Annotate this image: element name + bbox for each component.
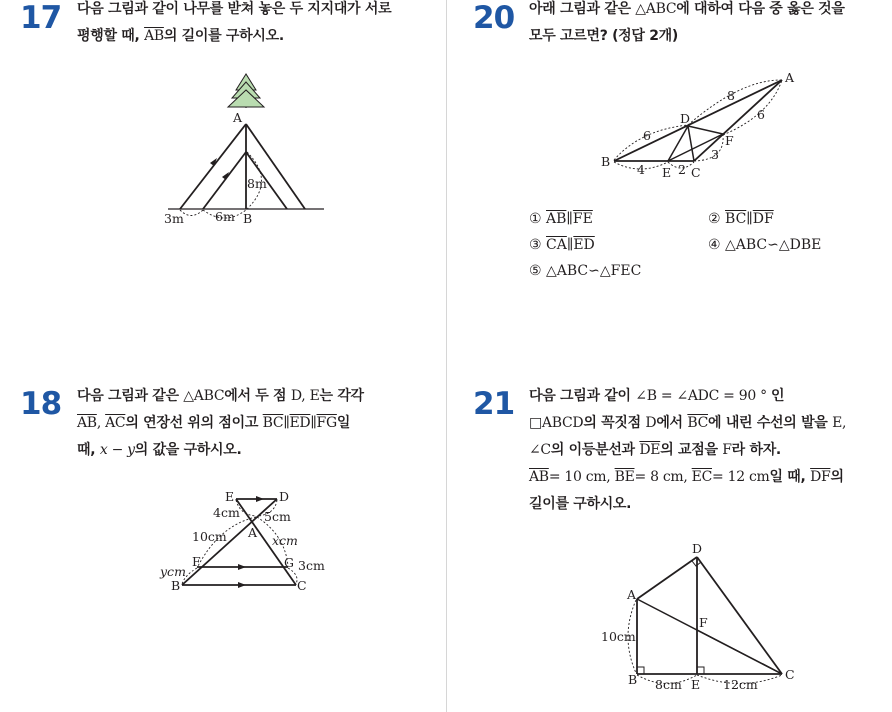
q18-triangle-abc: △ABC: [183, 388, 225, 404]
q20-label-c: C: [691, 165, 701, 180]
q21-label-c: C: [785, 667, 795, 682]
q21-label-b: B: [628, 672, 638, 687]
q18-label-c: C: [297, 578, 307, 593]
q18-label-d: D: [279, 489, 290, 504]
q18-seg: $\overline{FG}$: [316, 415, 337, 431]
choice-segment: $\overline{AB}$: [546, 211, 567, 227]
q18-seg: $\overline{AB}$: [77, 415, 97, 431]
parallel-symbol: ∥: [746, 211, 753, 227]
q21-point: E: [832, 415, 843, 431]
q21-text: ,: [842, 415, 847, 431]
q21-text: 의 꼭짓점: [583, 415, 646, 431]
parallel-symbol: ∥: [566, 237, 574, 253]
q21-text: 의: [830, 469, 844, 485]
q21-point: D: [645, 415, 657, 431]
q21-seg: $\overline{AB}$: [529, 469, 549, 485]
q20-label-4: 4: [637, 162, 645, 177]
parallel-symbol: ∥: [310, 415, 317, 431]
q21-label-e: E: [691, 677, 701, 692]
q21-line-5: 길이를 구하시오.: [529, 496, 632, 512]
q21-text: 라 하자.: [731, 442, 781, 458]
q18-label-b: B: [171, 578, 181, 593]
q21-label-12cm: 12cm: [723, 677, 758, 692]
q17-text: 평행할 때,: [77, 28, 145, 44]
q18-text: 의 연장선 위의 점이고: [125, 415, 263, 431]
q18-label-a: A: [248, 525, 258, 540]
q21-text: 의 이등분선과: [550, 442, 640, 458]
q20-label-f: F: [725, 133, 734, 148]
q18-text: 에서 두 점: [224, 388, 291, 404]
q21-value: = 10 cm,: [548, 469, 615, 485]
q17-label-3m: 3m: [164, 211, 184, 226]
q21-label-a: A: [627, 587, 637, 602]
q18-label-xcm: xcm: [272, 533, 298, 548]
q21-text: 다음 그림과 같이: [529, 388, 636, 404]
q17-line-1: 다음 그림과 같이 나무를 받쳐 놓은 두 지지대가 서로: [77, 1, 392, 17]
q21-label-8cm: 8cm: [655, 677, 682, 692]
q18-text: 의 값을 구하시오.: [134, 442, 242, 458]
q20-label-6-left: 6: [643, 128, 651, 143]
q18-label-3cm: 3cm: [298, 558, 325, 573]
q21-text: 에 내린 수선의 발을: [708, 415, 833, 431]
parallel-symbol: ∥: [283, 415, 290, 431]
q18-text: ,: [96, 415, 106, 431]
parallel-symbol: ∥: [566, 211, 573, 227]
choice-segment: $\overline{CA}$: [546, 237, 567, 253]
q18-expression: x − y: [99, 442, 135, 458]
choice-segment: $\overline{FE}$: [572, 211, 593, 227]
q21-text: 일 때,: [769, 469, 811, 485]
q20-label-b: B: [601, 154, 611, 169]
q18-seg: $\overline{BC}$: [262, 415, 284, 431]
q21-seg: $\overline{BE}$: [614, 469, 635, 485]
q21-label-10cm: 10cm: [601, 629, 636, 644]
q20-label-d: D: [680, 111, 691, 126]
q18-seg: $\overline{AC}$: [105, 415, 126, 431]
q21-label-d: D: [692, 541, 703, 556]
q20-label-3: 3: [711, 147, 719, 162]
q20-label-a: A: [785, 70, 795, 85]
choice-segment: $\overline{ED}$: [573, 237, 595, 253]
q21-seg: $\overline{DE}$: [639, 442, 661, 458]
q21-seg: $\overline{DF}$: [810, 469, 831, 485]
question-number-21: 21: [473, 386, 515, 422]
q18-points: D, E: [290, 388, 320, 404]
q18-text: 때,: [77, 442, 100, 458]
choice-number: ②: [708, 211, 721, 227]
q20-triangle-abc: △ABC: [635, 1, 677, 17]
q21-seg: $\overline{BC}$: [687, 415, 709, 431]
q18-label-g: G: [284, 555, 294, 570]
q18-label-ycm: ycm: [160, 564, 186, 579]
q20-choice-5[interactable]: ⑤ △ABC∽△FEC: [529, 263, 642, 279]
q21-angle: ∠C: [529, 442, 551, 458]
q18-text: 일: [336, 415, 351, 431]
q21-value: = 12 cm: [712, 469, 770, 485]
q18-label-10cm: 10cm: [192, 529, 227, 544]
q17-label-6m: 6m: [215, 209, 235, 224]
q20-label-2: 2: [678, 162, 686, 177]
q21-text: 에서: [656, 415, 688, 431]
q18-text: 다음 그림과 같은: [77, 388, 184, 404]
q21-label-f: F: [699, 615, 708, 630]
q21-value: = 8 cm,: [634, 469, 692, 485]
q20-text: 아래 그림과 같은: [529, 1, 636, 17]
q20-label-6-right: 6: [757, 107, 765, 122]
choice-number: ①: [529, 211, 542, 227]
question-number-18: 18: [20, 386, 62, 422]
q21-condition: ∠B = ∠ADC = 90 °: [635, 388, 771, 404]
q18-label-f: F: [192, 554, 201, 569]
q20-text: 에 대하여 다음 중 옳은 것을: [676, 1, 845, 17]
q18-label-5cm: 5cm: [264, 509, 291, 524]
q21-text: 의 교점을: [660, 442, 723, 458]
choice-segment: $\overline{DF}$: [752, 211, 774, 227]
q21-seg: $\overline{EC}$: [691, 469, 712, 485]
q21-point: F: [722, 442, 732, 458]
q17-text: 의 길이를 구하시오.: [163, 28, 284, 44]
q17-label-a: A: [233, 110, 243, 125]
question-number-20: 20: [473, 0, 515, 36]
q21-quad: □ABCD: [529, 415, 584, 431]
q20-label-e: E: [662, 165, 672, 180]
q21-text: 인: [770, 388, 785, 404]
q20-line-2: 모두 고르면? (정답 2개): [529, 28, 678, 44]
q17-label-b: B: [243, 211, 253, 226]
q17-segment-ab: $\overline{AB}$: [144, 28, 164, 44]
q17-label-8m: 8m: [247, 176, 267, 191]
q18-seg: $\overline{ED}$: [289, 415, 311, 431]
q20-label-8: 8: [727, 88, 735, 103]
q18-text: 는 각각: [319, 388, 364, 404]
q20-choice-4[interactable]: ④ △ABC∽△DBE: [708, 237, 822, 253]
q18-label-4cm: 4cm: [213, 505, 240, 520]
question-number-17: 17: [20, 0, 62, 36]
choice-segment: $\overline{BC}$: [725, 211, 747, 227]
choice-number: ③: [529, 237, 542, 253]
q18-label-e: E: [225, 489, 235, 504]
